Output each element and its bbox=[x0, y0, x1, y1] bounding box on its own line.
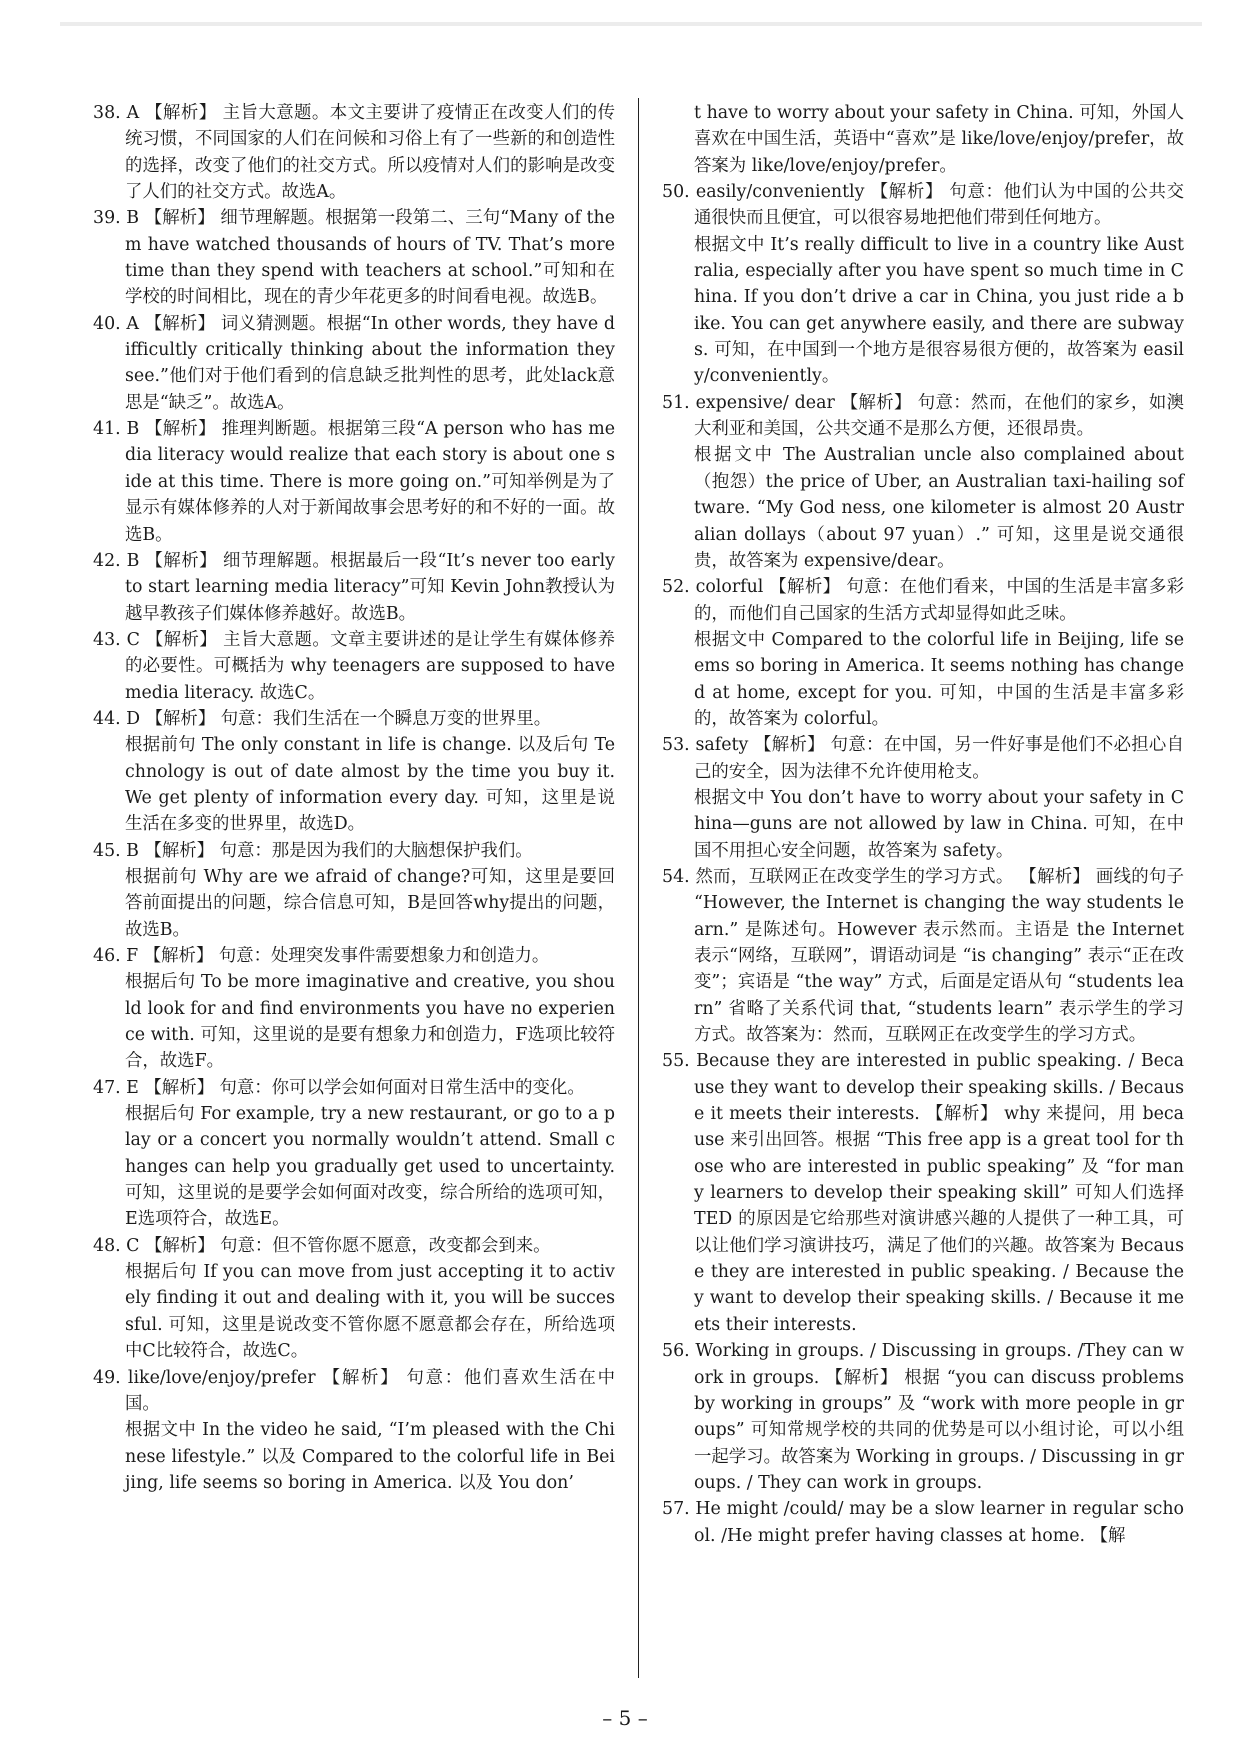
answer-explanation: 根据文中 It’s really difficult to live in a country like Australia, especially after you have spent so much time in China. If you don’t drive a car in China, you just ride a bike. You can get anywhere easily, and there are subways. 可知，在中国到一个地方是很容易很方便的，故答案为 easily/conveniently。 bbox=[694, 234, 1184, 387]
answer-item bbox=[662, 732, 1184, 864]
answer-item bbox=[662, 1048, 1184, 1338]
answer-item bbox=[662, 100, 1184, 179]
answer-item bbox=[662, 390, 1184, 574]
answer-lead: 42. B 【解析】 细节理解题。根据最后一段“It’s never too early to start learning media literacy”可知 Kevin John教授认为越早教孩子们媒体修养越好。故选B。 bbox=[93, 550, 615, 624]
answer-explanation: t have to worry about your safety in China. 可知，外国人喜欢在中国生活，英语中“喜欢”是 like/love/enjoy/prefer，故答案为 like/love/enjoy/prefer。 bbox=[694, 103, 1184, 176]
right-column bbox=[662, 100, 1184, 1549]
answer-explanation: 根据文中 The Australian uncle also complained about（抱怨）the price of Uber, an Australian taxi-hailing software. “My God ness, one kilometer is almost 20 Australian dollays（about 97 yuan）.” 可知，这里是说交通很贵，故答案为 expensive/dear。 bbox=[694, 445, 1184, 571]
answer-lead: 54. 然而，互联网正在改变学生的学习方式。 【解析】 画线的句子 “However, the Internet is changing the way students learn.” 是陈述句。However 表示然而。主语是 the Internet 表示“网络，互联网”，谓语动词是 “is changing” 表示“正在改变”；宾语是 “the way” 方式，后面是定语从句 “students learn” 省略了关系代词 that, “students learn” 表示学生的学习方式。故答案为：然而，互联网正在改变学生的学习方式。 bbox=[662, 866, 1184, 1046]
answer-lead: 49. like/love/enjoy/prefer 【解析】 句意：他们喜欢生活在中国。 bbox=[93, 1367, 615, 1414]
answer-item bbox=[93, 416, 615, 548]
answer-item bbox=[93, 311, 615, 416]
answer-lead: 43. C 【解析】 主旨大意题。文章主要讲述的是让学生有媒体修养的必要性。可概括为 why teenagers are supposed to have media literacy. 故选C。 bbox=[93, 629, 615, 703]
answer-lead: 45. B 【解析】 句意：那是因为我们的大脑想保护我们。 bbox=[93, 840, 533, 861]
left-column bbox=[93, 100, 615, 1496]
answer-lead: 52. colorful 【解析】 句意：在他们看来，中国的生活是丰富多彩的，而他们自己国家的生活方式却显得如此乏味。 bbox=[662, 577, 1184, 624]
answer-explanation: 根据前句 Why are we afraid of change?可知，这里是要回答前面提出的问题，综合信息可知，B是回答why提出的问题，故选B。 bbox=[125, 866, 615, 940]
answer-item bbox=[93, 1365, 615, 1497]
answer-item bbox=[93, 205, 615, 310]
answer-item bbox=[662, 864, 1184, 1048]
answer-explanation: 根据文中 In the video he said, “I’m pleased with the Chinese lifestyle.” 以及 Compared to the colorful life in Beijing, life seems so boring in America. 以及 You don’ bbox=[125, 1420, 615, 1493]
answer-item bbox=[93, 1075, 615, 1233]
answer-explanation: 根据文中 Compared to the colorful life in Beijing, life seems so boring in America. It seems nothing has changed at home, except for you. 可知，中国的生活是丰富多彩的，故答案为 colorful。 bbox=[694, 629, 1184, 729]
answer-item bbox=[93, 943, 615, 1075]
answer-item bbox=[662, 574, 1184, 732]
answer-item bbox=[93, 627, 615, 706]
answer-item bbox=[93, 706, 615, 838]
answer-item bbox=[662, 179, 1184, 390]
column-divider bbox=[638, 98, 639, 1678]
answer-lead: 40. A 【解析】 词义猜测题。根据“In other words, they have difficultly critically thinking about the information they see.”他们对于他们看到的信息缺乏批判性的思考，此处lack意思是“缺乏”。故选A。 bbox=[93, 313, 615, 413]
answer-lead: 50. easily/conveniently 【解析】 句意：他们认为中国的公共交通很快而且便宜，可以很容易地把他们带到任何地方。 bbox=[662, 182, 1184, 229]
answer-lead: 51. expensive/ dear 【解析】 句意：然而，在他们的家乡，如澳大利亚和美国，公共交通不是那么方便，还很昂贵。 bbox=[662, 392, 1184, 440]
answer-item bbox=[662, 1496, 1184, 1549]
answer-lead: 46. F 【解析】 句意：处理突发事件需要想象力和创造力。 bbox=[93, 946, 550, 966]
answer-lead: 53. safety 【解析】 句意：在中国，另一件好事是他们不必担心自己的安全，因为法律不允许使用枪支。 bbox=[662, 735, 1184, 782]
answer-item bbox=[93, 548, 615, 627]
page-number: – 5 – bbox=[602, 1706, 648, 1730]
answer-lead: 56. Working in groups. / Discussing in groups. /They can work in groups. 【解析】 根据 “you can discuss problems by working in groups” 及 “work with more people in groups” 可知常规学校的共同的优势是可以小组讨论，可以小组一起学习。故答案为 Working in groups. / Discussing in groups. / They can work in groups. bbox=[662, 1341, 1184, 1493]
answer-item bbox=[662, 1338, 1184, 1496]
answer-explanation: 根据后句 For example, try a new restaurant, or go to a play or a concert you normally wouldn’t attend. Small changes can help you gradually get used to uncertainty. 可知，这里说的是要学会如何面对改变，综合所给的选项可知，E选项符合，故选E。 bbox=[125, 1104, 615, 1230]
answer-lead: 39. B 【解析】 细节理解题。根据第一段第二、三句“Many of them have watched thousands of hours of TV. That’s more time than they spend with teachers at school.”可知和在学校的时间相比，现在的青少年花更多的时间看电视。故选B。 bbox=[93, 208, 615, 308]
answer-lead: 47. E 【解析】 句意：你可以学会如何面对日常生活中的变化。 bbox=[93, 1077, 585, 1098]
answer-lead: 41. B 【解析】 推理判断题。根据第三段“A person who has media literacy would realize that each story is about one side at this time. There is more going on.”可知举例是为了显示有媒体修养的人对于新闻故事会思考好的和不好的一面。故选B。 bbox=[93, 419, 615, 545]
answer-item bbox=[93, 100, 615, 205]
answer-item bbox=[93, 1233, 615, 1365]
answer-lead: 44. D 【解析】 句意：我们生活在一个瞬息万变的世界里。 bbox=[93, 708, 552, 729]
answer-item bbox=[93, 838, 615, 943]
answer-explanation: 根据后句 To be more imaginative and creative, you should look for and find environments you have no experience with. 可知，这里说的是要有想象力和创造力，F选项比较符合，故选F。 bbox=[125, 972, 615, 1072]
answer-lead: 48. C 【解析】 句意：但不管你愿不愿意，改变都会到来。 bbox=[93, 1235, 551, 1256]
answer-lead: 38. A 【解析】 主旨大意题。本文主要讲了疫情正在改变人们的传统习惯，不同国家的人们在问候和习俗上有了一些新的和创造性的选择，改变了他们的社交方式。所以疫情对人们的影响是改变了人们的社交方式。故选A。 bbox=[93, 103, 615, 203]
answer-explanation: 根据后句 If you can move from just accepting it to actively finding it out and dealing with it, you will be successful. 可知，这里是说改变不管你愿不愿意都会存在，所给选项中C比较符合，故选C。 bbox=[125, 1262, 615, 1362]
page-edge bbox=[60, 22, 1202, 26]
answer-lead: 57. He might /could/ may be a slow learner in regular school. /He might prefer having classes at home. 【解 bbox=[662, 1499, 1184, 1546]
answer-explanation: 根据前句 The only constant in life is change. 以及后句 Technology is out of date almost by the time you buy it. We get plenty of information every day. 可知，这里是说生活在多变的世界里，故选D。 bbox=[125, 735, 615, 835]
answer-lead: 55. Because they are interested in public speaking. / Because they want to develop their speaking skills. / Because it meets their interests. 【解析】 why 来提问，用 because 来引出回答。根据 “This free app is a great tool for those who are interested in public speaking” 及 “for many learners to develop their speaking skill” 可知人们选择 TED 的原因是它给那些对演讲感兴趣的人提供了一种工具，可以让他们学习演讲技巧，满足了他们的兴趣。故答案为 Because they are interested in public speaking. / Because they want to develop their speaking skills. / Because it meets their interests. bbox=[662, 1051, 1184, 1335]
answer-explanation: 根据文中 You don’t have to worry about your safety in China—guns are not allowed by law in China. 可知，在中国不用担心安全问题，故答案为 safety。 bbox=[694, 787, 1184, 861]
